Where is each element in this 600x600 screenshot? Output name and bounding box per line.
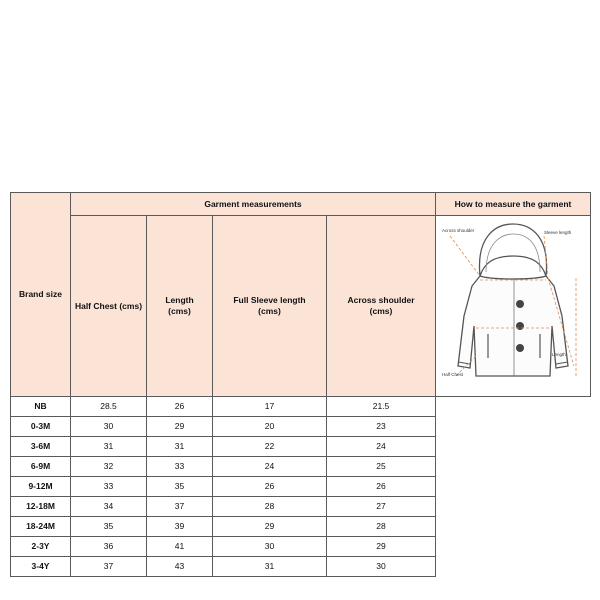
half-chest-cell: 33: [71, 477, 147, 497]
garment-measurements-header: Garment measurements: [71, 193, 436, 216]
half-chest-cell: 30: [71, 417, 147, 437]
across-shoulder-cell: 27: [327, 497, 436, 517]
brand-size-header: Brand size: [11, 193, 71, 397]
half-chest-cell: 36: [71, 537, 147, 557]
size-cell: 2-3Y: [11, 537, 71, 557]
size-cell: 0-3M: [11, 417, 71, 437]
half-chest-cell: 28.5: [71, 397, 147, 417]
sleeve-length-cell: 20: [213, 417, 327, 437]
across-shoulder-label: Across shoulder: [442, 228, 475, 233]
across-shoulder-cell: 30: [327, 557, 436, 577]
column-header-length: Length (cms): [147, 216, 213, 397]
table-row: [11, 497, 591, 517]
length-cell: 35: [147, 477, 213, 497]
measurement-diagram-cell: [436, 216, 591, 397]
length-cell: 43: [147, 557, 213, 577]
sleeve-length-cell: 29: [213, 517, 327, 537]
length-label: Length: [552, 352, 566, 357]
half-chest-cell: 32: [71, 457, 147, 477]
half-chest-cell: 34: [71, 497, 147, 517]
size-cell: 18-24M: [11, 517, 71, 537]
table-row: [11, 517, 591, 537]
half-chest-cell: 37: [71, 557, 147, 577]
length-cell: 39: [147, 517, 213, 537]
size-cell: 9-12M: [11, 477, 71, 497]
size-chart-table: [10, 192, 591, 577]
size-cell: 3-4Y: [11, 557, 71, 577]
sleeve-length-label: Sleeve length: [544, 230, 572, 235]
length-cell: 37: [147, 497, 213, 517]
table-row: [11, 437, 591, 457]
column-header-full-sleeve-length: Full Sleeve length (cms): [213, 216, 327, 397]
jacket-diagram: [436, 216, 590, 396]
sleeve-length-cell: 31: [213, 557, 327, 577]
table-row: [11, 397, 591, 417]
table-row: [11, 557, 591, 577]
length-cell: 33: [147, 457, 213, 477]
hooded-jacket-illustration: [436, 216, 590, 396]
across-shoulder-cell: 26: [327, 477, 436, 497]
across-shoulder-cell: 21.5: [327, 397, 436, 417]
table-row: [11, 537, 591, 557]
length-cell: 41: [147, 537, 213, 557]
how-to-measure-header: How to measure the garment: [436, 193, 591, 216]
length-cell: 26: [147, 397, 213, 417]
sleeve-length-cell: 22: [213, 437, 327, 457]
column-header-half-chest: Half Chest (cms): [71, 216, 147, 397]
across-shoulder-cell: 28: [327, 517, 436, 537]
sleeve-length-cell: 17: [213, 397, 327, 417]
half-chest-cell: 35: [71, 517, 147, 537]
table-row: [11, 477, 591, 497]
across-shoulder-cell: 25: [327, 457, 436, 477]
sleeve-length-cell: 28: [213, 497, 327, 517]
table-row: [11, 457, 591, 477]
across-shoulder-cell: 23: [327, 417, 436, 437]
length-cell: 31: [147, 437, 213, 457]
half-chest-cell: 31: [71, 437, 147, 457]
sleeve-length-cell: 30: [213, 537, 327, 557]
length-cell: 29: [147, 417, 213, 437]
table-row: [11, 417, 591, 437]
size-cell: 12-18M: [11, 497, 71, 517]
column-header-across-shoulder: Across shoulder (cms): [327, 216, 436, 397]
across-shoulder-cell: 29: [327, 537, 436, 557]
half-chest-label: Half Chest: [442, 372, 464, 377]
sleeve-length-cell: 26: [213, 477, 327, 497]
size-cell: 3-6M: [11, 437, 71, 457]
sleeve-length-cell: 24: [213, 457, 327, 477]
across-shoulder-cell: 24: [327, 437, 436, 457]
size-cell: 6-9M: [11, 457, 71, 477]
size-cell: NB: [11, 397, 71, 417]
